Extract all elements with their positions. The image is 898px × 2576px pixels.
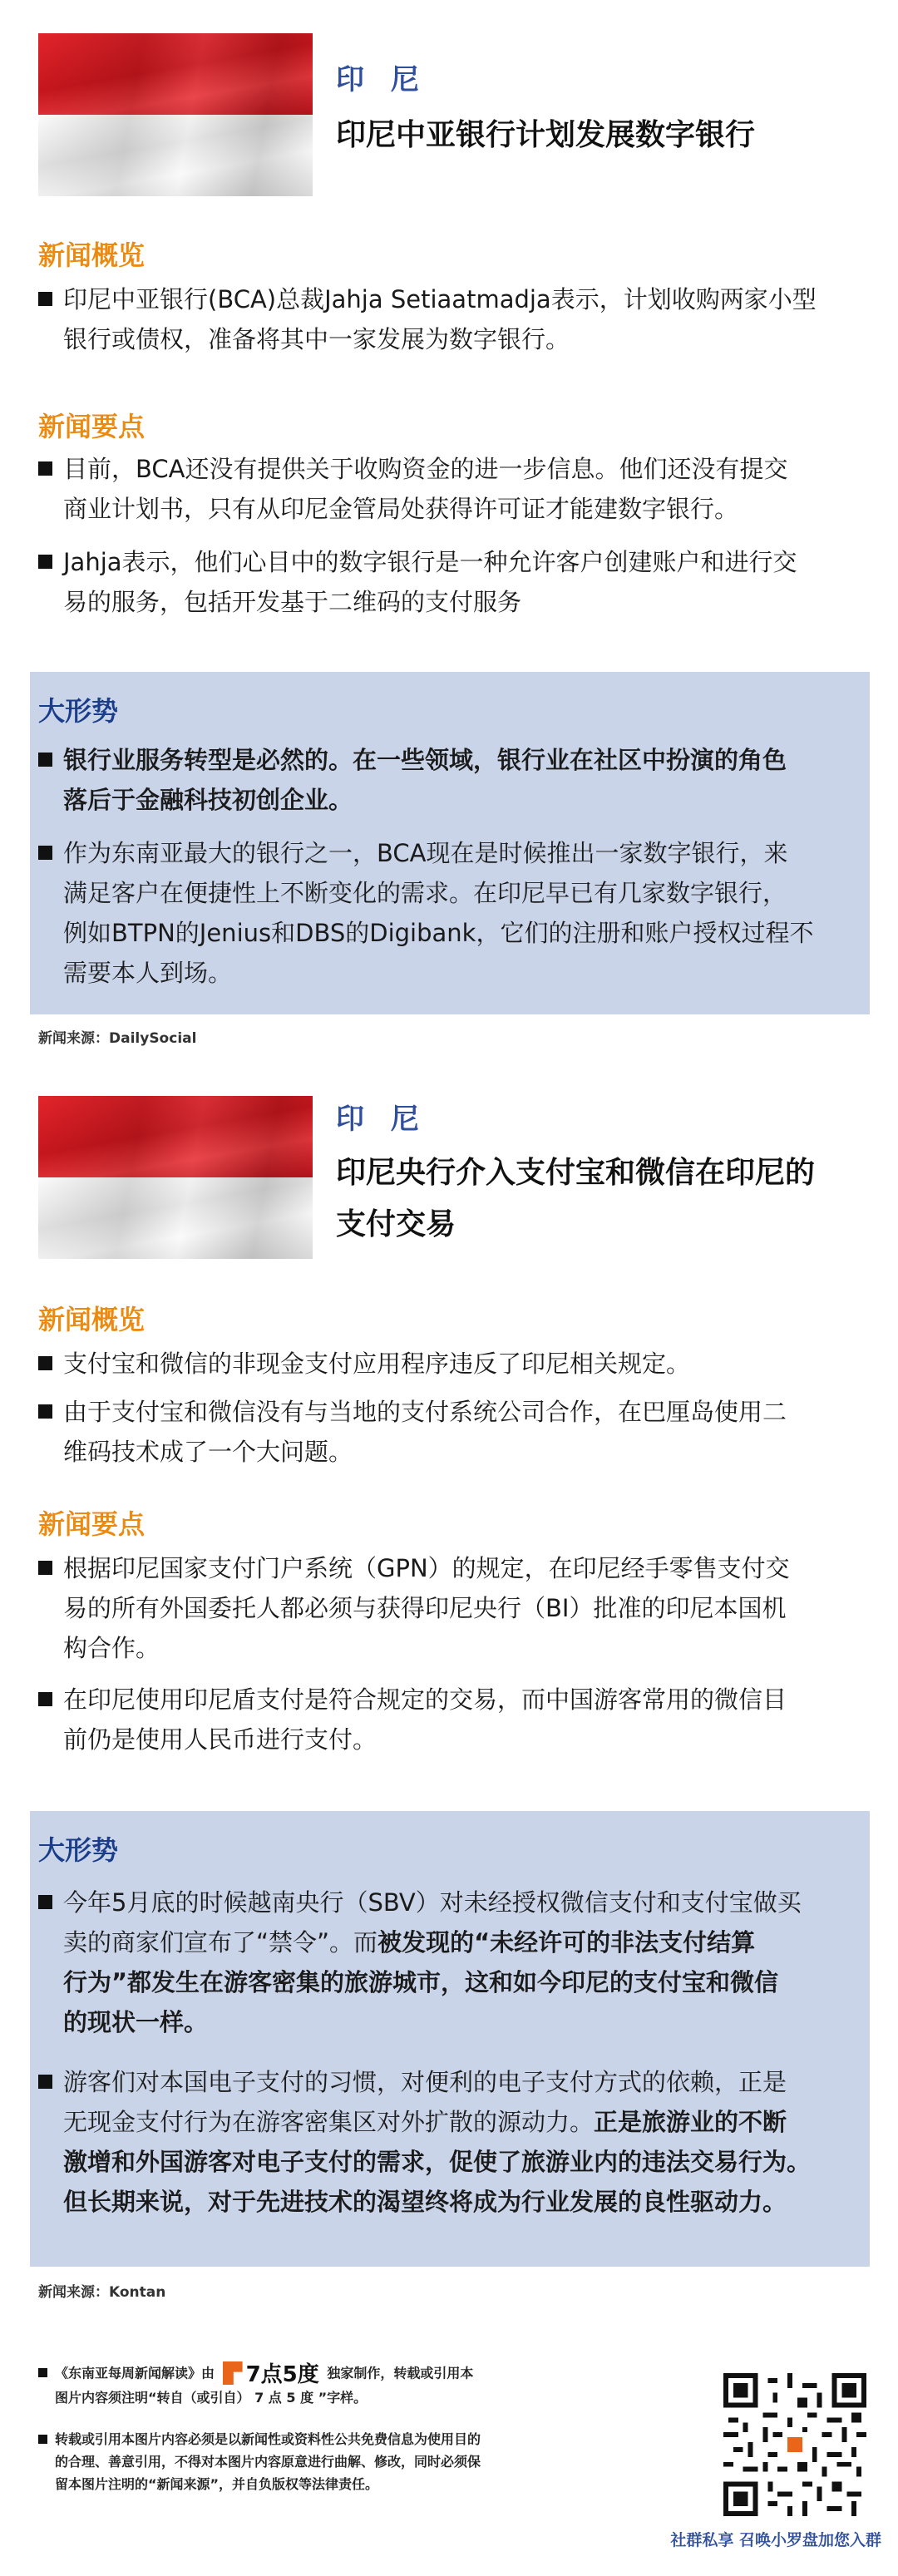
overview-bullet: 印尼中亚银行(BCA)总裁Jahja Setiaatmadja表示，计划收购两家小型 银行或债权，准备将其中一家发展为数字银行。 <box>38 279 870 359</box>
indonesia-flag-image <box>38 33 313 196</box>
keypoint-bullet: Jahja表示，他们心目中的数字银行是一种允许客户创建账户和进行交 易的服务，包括开发基于二维码的支付服务 <box>38 542 870 622</box>
brand-logo-icon <box>223 2361 243 2385</box>
keypoint-bullet: 根据印尼国家支付门户系统（GPN）的规定，在印尼经手零售支付交 易的所有外国委托人都必须与获得印尼央行（BI）批准的印尼本国机 构合作。 <box>38 1548 870 1668</box>
overview-bullet: 由于支付宝和微信没有与当地的支付系统公司合作，在巴厘岛使用二 维码技术成了一个大问题。 <box>38 1392 870 1472</box>
trend-bullet: 银行业服务转型是必然的。在一些领域，银行业在社区中扮演的角色 落后于金融科技初创企业。 <box>38 740 870 820</box>
copyright-note: 《东南亚每周新闻解读》由 7点5度 独家制作，转载或引用本 图片内容须注明“转自（或引自） 7 点 5 度 ”字样。 <box>38 2361 554 2409</box>
article-headline: 印尼中亚银行计划发展数字银行 <box>336 118 756 152</box>
trend-heading: 大形势 <box>38 1834 119 1866</box>
news-source: 新闻来源：DailySocial <box>38 1030 197 1047</box>
trend-bullet: 今年5月底的时候越南央行（SBV）对未经授权微信支付和支付宝做买 卖的商家们宣布了“禁令”。而被发现的“未经许可的非法支付结算 行为”都发生在游客密集的旅游城市，这和如今印尼的支付宝和微信 的现状一样。 <box>38 1883 870 2042</box>
indonesia-flag-image <box>38 1096 313 1259</box>
qr-caption: 社群私享 召唤小罗盘加您入群 <box>670 2531 881 2549</box>
keypoint-bullet: 在印尼使用印尼盾支付是符合规定的交易，而中国游客常用的微信目 前仍是使用人民币进行支付。 <box>38 1680 870 1759</box>
news-source: 新闻来源：Kontan <box>38 2284 166 2301</box>
trend-bullet: 作为东南亚最大的银行之一，BCA现在是时候推出一家数字银行，来 满足客户在便捷性上不断变化的需求。在印尼早已有几家数字银行， 例如BTPN的Jenius和DBS的Digibank，它们的注册和账户授权过程不 需要本人到场。 <box>38 833 870 993</box>
country-label: 印 尼 <box>336 63 427 96</box>
overview-heading: 新闻概览 <box>38 239 146 271</box>
keypoint-bullet: 目前，BCA还没有提供关于收购资金的进一步信息。他们还没有提交 商业计划书，只有从印尼金管局处获得许可证才能建数字银行。 <box>38 449 870 529</box>
keypoints-heading: 新闻要点 <box>38 1508 146 1540</box>
brand-logo: 7点5度 <box>223 2361 319 2386</box>
trend-heading: 大形势 <box>38 695 119 727</box>
article-headline: 印尼央行介入支付宝和微信在印尼的 支付交易 <box>336 1156 816 1241</box>
overview-bullet: 支付宝和微信的非现金支付应用程序违反了印尼相关规定。 <box>38 1344 870 1384</box>
overview-heading: 新闻概览 <box>38 1304 146 1335</box>
qr-code-icon[interactable] <box>723 2373 866 2516</box>
country-label: 印 尼 <box>336 1103 427 1136</box>
reprint-note: 转载或引用本图片内容必须是以新闻性或资料性公共免费信息为使用目的 的合理、善意引用，不得对本图片内容原意进行曲解、修改，同时必须保 留本图片注明的“新闻来源”，并自负版权等法律责任。 <box>38 2428 554 2495</box>
trend-bullet: 游客们对本国电子支付的习惯，对便利的电子支付方式的依赖，正是 无现金支付行为在游客密集区对外扩散的源动力。正是旅游业的不断 激增和外国游客对电子支付的需求，促使了旅游业内的违法交易行为。 但长期来说，对于先进技术的渴望终将成为行业发展的良性驱动力。 <box>38 2062 870 2222</box>
keypoints-heading: 新闻要点 <box>38 411 146 442</box>
